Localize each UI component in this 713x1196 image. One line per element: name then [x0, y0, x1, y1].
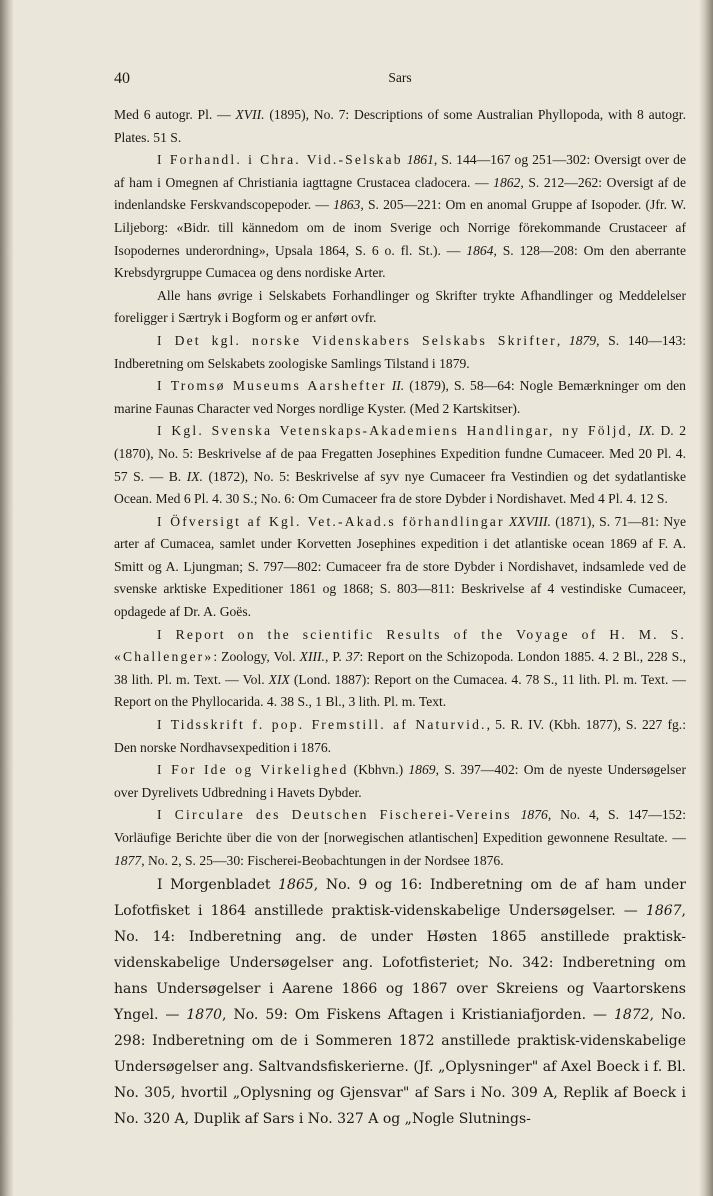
- text-segment: D. 2 (1870), No. 5: Beskrivelse af de paa Fregatten Josephines Expedition fundne Cumaceer. Med 20 Pl. 4. 57 S. — B.: [114, 423, 687, 484]
- page-edge-left: [0, 0, 14, 1196]
- text-segment: (Lond. 1887): Report on the Cumacea. 4. 78 S., 11 lith. Pl. m. Text. — Report on the Phyllocarida. 4. 38 S., 1 Bl., 3 lith. Pl. m. Text.: [114, 671, 686, 710]
- italic-text: 1863: [333, 197, 361, 213]
- text-segment: , P.: [324, 649, 346, 665]
- spaced-title-text: I Forhandl. i Chra. Vid.-Selskab: [157, 152, 403, 168]
- text-segment: Med 6 autogr. Pl. —: [114, 107, 236, 122]
- text-segment: ,: [556, 332, 569, 348]
- spaced-title-text: I Kgl. Svenska Vetenskaps-Akademiens Handlingar, ny Följd,: [157, 423, 634, 439]
- spaced-title-text: I Report on the scientific Results of the Voyage of H. M. S. «Challenger»: [114, 626, 686, 665]
- text-segment: Alle hans øvrige i Selskabets Forhandlinger og Skrifter trykte Afhandlinger og Meddelelser foreligger i Særtryk i Bogform og er anført ovfr.: [114, 287, 686, 326]
- italic-text: 1876: [520, 807, 548, 823]
- bibliography-paragraph: [114, 624, 686, 714]
- text-segment: , S. 140—143: Indberetning om Selskabets zoologiske Samlings Tilstand i 1879.: [114, 332, 686, 371]
- bibliography-paragraph: [114, 420, 686, 510]
- italic-text: XXVIII.: [509, 513, 551, 529]
- bibliography-paragraph: [114, 804, 686, 872]
- italic-text: 1870: [186, 1007, 223, 1024]
- spaced-title-text: I Tromsø Museums Aarshefter: [157, 378, 387, 394]
- page-edge-right: [699, 0, 713, 1196]
- page-number: 40: [114, 70, 130, 87]
- bibliography-paragraph: [114, 285, 686, 330]
- italic-text: 1877: [114, 852, 142, 868]
- bibliography-paragraph: [114, 330, 686, 375]
- spaced-title-text: I Det kgl. norske Videnskabers Selskabs Skrifter: [157, 332, 557, 348]
- italic-text: 37: [345, 649, 360, 665]
- italic-text: 1862,: [493, 174, 524, 190]
- text-segment: , S. 397—402: Om de nyeste Undersøgelser over Dyrelivets Udbredning i Havets Dybder.: [114, 762, 686, 800]
- italic-text: XVII.: [235, 107, 265, 122]
- italic-text: 1867: [645, 903, 682, 920]
- text-segment: (1879), S. 58—64: Nogle Bemærkninger om den marine Faunas Character ved Norges nordlige Kyster. (Med 2 Kartskitser).: [114, 378, 686, 416]
- text-segment: , No. 298: Indberetning om de i Sommeren 1872 anstillede praktisk-videnskabelige Undersøgelser ang. Saltvandsfiskerierne. (Jf. „Oplysninger" af Axel Boeck i f. Bl. No. 305, hvortil „Oplysning og Gjensvar" af Sars i No. 309 A, Replik af Boeck i No. 320 A, Duplik af Sars i No. 327 A og „Nogle Slutnings-: [114, 1007, 686, 1128]
- text-segment: [512, 807, 521, 822]
- bibliography-paragraph: [114, 759, 686, 804]
- bibliography-paragraph: [114, 375, 686, 420]
- text-segment: , S. 144—167 og 251—302: Oversigt over de af ham i Omegnen af Christiania iagttagne Crustacea cladocera. —: [114, 152, 686, 190]
- text-segment: , S. 205—221: Om en anomal Gruppe af Isopoder. (Jfr. W. Liljeborg: «Bidr. till kännedom om de inom Sverige och Norrige förekommande Crustaceer af Isopodernes underordning», Upsala 1864, S. 6 o. fl. St.). —: [114, 197, 686, 258]
- text-segment: , No. 2, S. 25—30: Fischerei-Beobachtungen in der Nordsee 1876.: [141, 852, 504, 868]
- spaced-title-text: I Tidsskrift f. pop. Fremstill. af Naturvid.: [157, 717, 487, 733]
- italic-text: IX.: [638, 423, 655, 439]
- italic-text: 1861: [406, 152, 434, 168]
- page-header: [114, 70, 686, 92]
- running-head: Sars: [388, 70, 412, 85]
- text-segment: : Report on the Schizopoda. London 1885. 4. 2 Bl., 228 S., 38 lith. Pl. m. Text. — Vol.: [114, 649, 686, 687]
- text-segment: S. 212—262: Oversigt af de indenlandske Ferskvandscopepoder. —: [114, 174, 687, 213]
- text-segment: I Morgenbladet: [157, 877, 279, 894]
- italic-text: 1869: [408, 762, 436, 778]
- text-segment: (1872), No. 5: Beskrivelse af syv nye Cumaceer fra Vestindien og det sydatlantiske Ocean. Med 6 Pl. 4. 30 S.; No. 6: Om Cumaceer fra de store Dybder i Nordishavet. Med 4 Pl. 4. 12 S.: [114, 468, 686, 507]
- italic-text: 1864: [466, 242, 494, 258]
- bibliography-paragraph: [114, 872, 686, 1132]
- italic-text: 1872: [614, 1007, 650, 1024]
- text-segment: , S. 128—208: Om den aberrante Krebsdyrgruppe Cumacea og dens nordiske Arter.: [114, 242, 686, 281]
- italic-text: 1879: [568, 332, 597, 348]
- text-segment: : Zoology, Vol.: [213, 649, 300, 665]
- italic-text: IX.: [186, 468, 203, 484]
- bibliography-paragraph: [114, 714, 686, 759]
- italic-text: XIX: [268, 671, 290, 687]
- text-segment: , No. 14: Indberetning ang. de under Høsten 1865 anstillede praktisk-videnskabelige Undersøgelser ang. Lofotfisteriet; No. 342: Indberetning om hans Undersøgelser i Aarene 1866 og 1867 over Skreiens og Vaartorskens Yngel. —: [114, 903, 686, 1024]
- text-segment: (1871), S. 71—81: Nye arter af Cumacea, samlet under Korvetten Josephines expedition i det atlantiske ocean 1869 af F. A. Smitt og A. Ljungman; S. 797—802: Cumaceer fra de store Dybder i Nordishavet, indsamlede ved de svenske arktiske Expeditioner 1861 og 1868; S. 803—811: Beskrivelse af 4 vestindiske Cumaceer, opdagede af Dr. A. Goës.: [114, 513, 686, 620]
- text-segment: (Kbhvn.): [348, 762, 409, 778]
- spaced-title-text: I Öfversigt af Kgl. Vet.-Akad.s förhandlingar: [157, 513, 505, 529]
- italic-text: 1865: [278, 877, 314, 894]
- text-segment: , No. 59: Om Fiskens Aftagen i Kristianiafjorden. —: [222, 1007, 615, 1024]
- text-segment: , 5. R. IV. (Kbh. 1877), S. 227 fg.: Den norske Nordhavsexpedition i 1876.: [114, 717, 686, 755]
- bibliography-paragraph: [114, 104, 686, 149]
- text-segment: (1895), No. 7: Descriptions of some Australian Phyllopoda, with 8 autogr. Plates. 51 S.: [114, 107, 686, 145]
- text-segment: , No. 9 og 16: Indberetning om de af ham under Lofotfisket i 1864 anstillede praktisk-videnskabelige Undersøgelser. —: [114, 877, 686, 920]
- spaced-title-text: I For Ide og Virkelighed: [157, 762, 349, 778]
- text-segment: , No. 4, S. 147—152: Vorläufige Berichte über die von der [norwegischen atlantischen] Expedition gewonnene Resultate. —: [114, 807, 686, 845]
- bibliography-paragraph: [114, 149, 686, 285]
- spaced-title-text: I Circulare des Deutschen Fischerei-Vereins: [157, 807, 512, 823]
- bibliography-paragraph: [114, 511, 686, 624]
- italic-text: II.: [391, 378, 405, 394]
- bibliography-text: [114, 104, 686, 1132]
- italic-text: XIII.: [299, 649, 325, 665]
